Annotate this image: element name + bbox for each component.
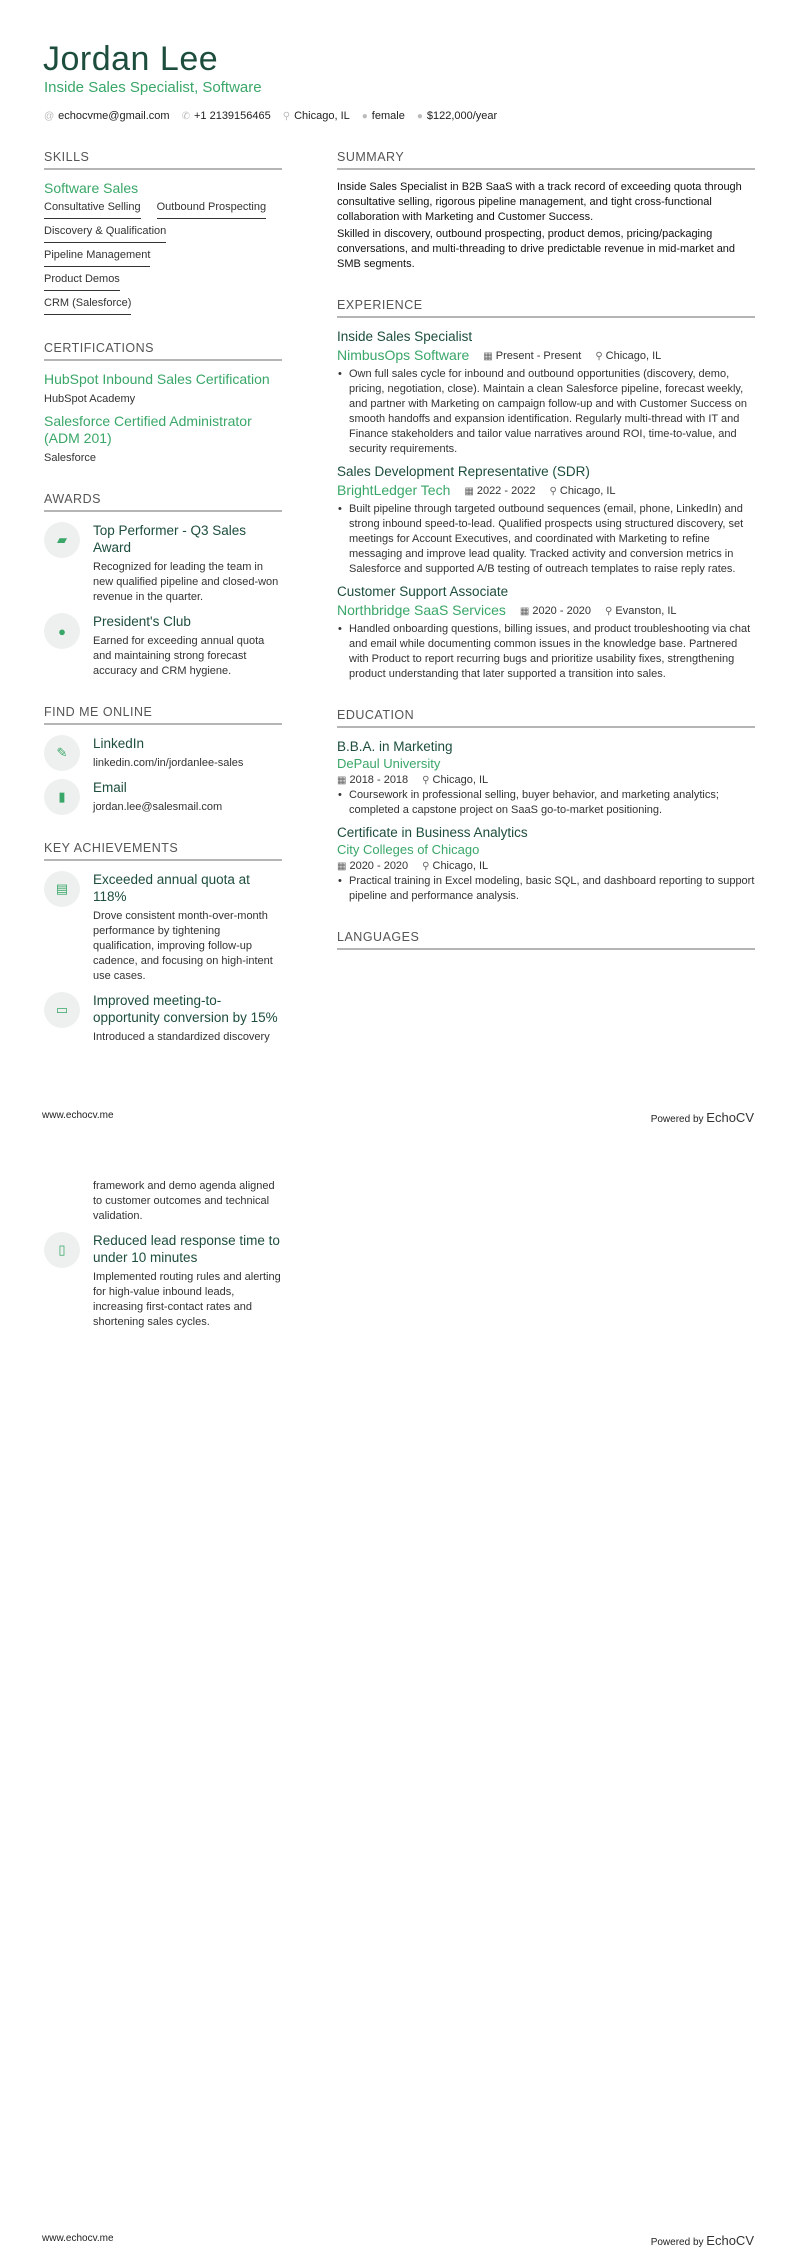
section-heading: CERTIFICATIONS [44,341,282,361]
location-icon: ⚲ [549,485,557,497]
achievement-desc: Implemented routing rules and alerting for high-value inbound leads, increasing first-contact rates and shortening sales cycles. [93,1271,281,1328]
languages-section [337,930,755,950]
online-title: Email [93,780,127,795]
skill-tag: CRM (Salesforce) [44,297,131,315]
edu-location: Chicago, IL [432,860,489,872]
cert-name: Salesforce Certified Administrator (ADM 201) [44,413,252,446]
achievement-title: Exceeded annual quota at 118% [93,872,250,904]
achievements-section [44,841,282,1045]
email-icon: ▮ [44,779,80,815]
award-desc: Earned for exceeding annual quota and maintaining strong forecast accuracy and CRM hygiene. [93,635,265,677]
person-icon: ● [361,111,368,122]
contact-gender [362,110,405,122]
job-location: Chicago, IL [605,349,662,362]
section-heading: FIND ME ONLINE [44,705,282,725]
online-item [44,735,282,771]
linkedin-link[interactable]: linkedin.com/in/jordanlee-sales [93,757,244,769]
contact-phone [182,110,271,122]
job-bullet: • Built pipeline through targeted outbound sequences (email, phone, LinkedIn) and strong inbound speed-to-lead. Qualified prospects using structured discovery, set meetings for Account Executives, and coordinated with Marketing to refine messaging and improve lead quality. Tracked activity and conversion metrics in Salesforce and supported A/B testing of outreach templates to raise reply rates. [337,502,755,577]
job-location-wrap [595,350,661,362]
cert-issuer: Salesforce [44,452,96,464]
contact-salary-text: $122,000/year [426,110,498,122]
skill-tag: Pipeline Management [44,249,150,267]
award-item [44,613,282,679]
edu-dates: 2018 - 2018 [349,774,409,786]
brand-logo: EchoCV [706,2233,754,2248]
linkedin-icon: ✎ [44,735,80,771]
monitor-icon: ▭ [44,992,80,1028]
money-icon: ● [416,111,423,122]
job-role: Inside Sales Specialist [337,329,473,344]
achievement-item [44,871,282,984]
resume-page-1 [0,0,794,1123]
skill-tag: Product Demos [44,273,120,291]
job-dates: 2022 - 2022 [476,484,536,497]
candidate-name: Jordan Lee [43,40,219,78]
cert-issuer: HubSpot Academy [44,393,136,405]
degree: Certificate in Business Analytics [337,825,528,840]
certifications-section [44,341,282,466]
document-icon: ▯ [44,1232,80,1268]
edu-dates: 2020 - 2020 [349,860,409,872]
award-title: Top Performer - Q3 Sales Award [93,523,247,555]
section-heading: EXPERIENCE [337,298,755,318]
phone-icon: ✆ [181,111,190,122]
skill-tag: Outbound Prospecting [157,201,266,219]
award-title: President's Club [93,614,191,629]
company-name: NimbusOps Software [337,347,470,363]
contact-salary [417,110,497,122]
chart-icon: ▤ [44,871,80,907]
edu-bullet: • Practical training in Excel modeling, basic SQL, and dashboard reporting to support pipeline and performance analysis. [337,874,755,904]
footer-site-link[interactable]: www.echocv.me [42,1110,114,1121]
candidate-title: Inside Sales Specialist, Software [44,79,262,96]
section-heading: SUMMARY [337,150,755,170]
school: City Colleges of Chicago [337,842,480,857]
location-icon: ⚲ [595,350,603,362]
company-name: BrightLedger Tech [337,482,451,498]
location-icon: ⚲ [282,111,291,122]
cert-name: HubSpot Inbound Sales Certification [44,371,270,387]
section-heading: KEY ACHIEVEMENTS [44,841,282,861]
skill-tag: Consultative Selling [44,201,141,219]
contact-bar [44,110,497,122]
edu-dates-wrap [337,774,408,786]
calendar-icon: ▦ [464,485,474,497]
job-location: Evanston, IL [615,604,677,617]
achievement-item [44,1232,282,1330]
job-dates: 2020 - 2020 [532,604,592,617]
experience-item [337,328,755,457]
achievement-title: Reduced lead response time to under 10 minutes [93,1233,280,1265]
job-role: Customer Support Associate [337,584,509,599]
footer-site-link[interactable]: www.echocv.me [42,2233,114,2244]
experience-item [337,463,755,577]
achievement-desc: Drove consistent month-over-month performance by tightening qualification, improving follow-up cadence, and focusing on high-intent use cases. [93,910,273,982]
awards-section [44,492,282,679]
online-section [44,705,282,815]
job-dates: Present - Present [495,349,582,362]
right-column [337,150,755,976]
job-dates-wrap [464,485,535,497]
skill-group-title: Software Sales [44,180,139,196]
edu-dates-wrap [337,860,408,872]
school: DePaul University [337,756,441,771]
degree: B.B.A. in Marketing [337,739,453,754]
powered-label: Powered by [650,2237,704,2248]
email-link[interactable]: jordan.lee@salesmail.com [93,801,223,813]
education-item [337,738,755,818]
skill-tag: Discovery & Qualification [44,225,166,243]
job-location-wrap [605,605,676,617]
edu-bullet: • Coursework in professional selling, buyer behavior, and marketing analytics; completed a capstone project on SaaS go-to-market positioning. [337,788,755,818]
medal-icon: ● [44,613,80,649]
at-icon: @ [44,111,55,122]
section-heading: LANGUAGES [337,930,755,950]
award-desc: Recognized for leading the team in new qualified pipeline and closed-won revenue in the quarter. [93,561,279,603]
calendar-icon: ▦ [337,861,347,872]
edu-location-wrap [422,860,488,872]
contact-gender-text: female [371,110,405,122]
online-title: LinkedIn [93,736,145,751]
job-location-wrap [550,485,616,497]
job-bullet: • Own full sales cycle for inbound and outbound opportunities (discovery, demo, pricing, negotiation, close). Maintain a clean Salesforce pipeline, forecast weekly, and partner with Marketing on campaign follow-up and with Customer Success on smooth handoffs and expansion identification. Regularly multi-thread with IT and Finance stakeholders and tailor value narratives around ROI, time-to-value, and security requirements. [337,367,755,457]
job-dates-wrap [483,350,581,362]
education-section [337,708,755,904]
section-heading: AWARDS [44,492,282,512]
left-column [44,150,282,1071]
award-item [44,522,282,605]
job-dates-wrap [520,605,591,617]
achievement-item [44,992,282,1045]
achievement-desc: Introduced a standardized discovery [93,1031,270,1043]
resume-page-2 [0,1123,794,2246]
job-bullet: • Handled onboarding questions, billing issues, and product troubleshooting via chat and email while documenting common issues in the knowledge base. Partnered with Product to report recurring bugs and prioritize usability fixes, strengthening product understanding that later supported a transition into sales. [337,622,755,682]
location-icon: ⚲ [422,775,430,786]
skills-section [44,150,282,315]
skill-tags [44,201,282,315]
contact-location-text: Chicago, IL [294,110,350,122]
contact-location [283,110,350,122]
location-icon: ⚲ [422,861,430,872]
contact-email-text: echocvme@gmail.com [58,110,170,122]
calendar-icon: ▦ [337,775,347,786]
edu-location: Chicago, IL [432,774,489,786]
trophy-icon: ▰ [44,522,80,558]
section-heading: EDUCATION [337,708,755,728]
section-heading: SKILLS [44,150,282,170]
achievements-continued [44,1179,282,1338]
edu-location-wrap [422,774,488,786]
experience-item [337,583,755,682]
summary-section [337,150,755,272]
calendar-icon: ▦ [483,350,493,362]
achievement-desc: framework and demo agenda aligned to customer outcomes and technical validation. [93,1180,275,1222]
education-item [337,824,755,904]
company-name: Northbridge SaaS Services [337,602,506,618]
job-role: Sales Development Representative (SDR) [337,464,590,479]
contact-phone-text: +1 2139156465 [193,110,271,122]
contact-email [44,110,170,122]
job-location: Chicago, IL [559,484,616,497]
experience-section [337,298,755,682]
achievement-title: Improved meeting-to-opportunity conversion by 15% [93,993,278,1025]
powered-label: Powered by [650,1114,704,1125]
online-item [44,779,282,815]
brand-logo: EchoCV [706,1110,754,1125]
summary-text: Inside Sales Specialist in B2B SaaS with a track record of exceeding quota through consultative selling, rigorous pipeline management, and tight cross-functional collaboration with Marketing and Customer Success. [337,181,742,223]
calendar-icon: ▦ [519,605,530,617]
summary-text: Skilled in discovery, outbound prospecting, product demos, pricing/packaging conversations, and multi-threading to drive predictable revenue in mid-market and SMB segments. [337,228,736,270]
location-icon: ⚲ [605,605,613,617]
